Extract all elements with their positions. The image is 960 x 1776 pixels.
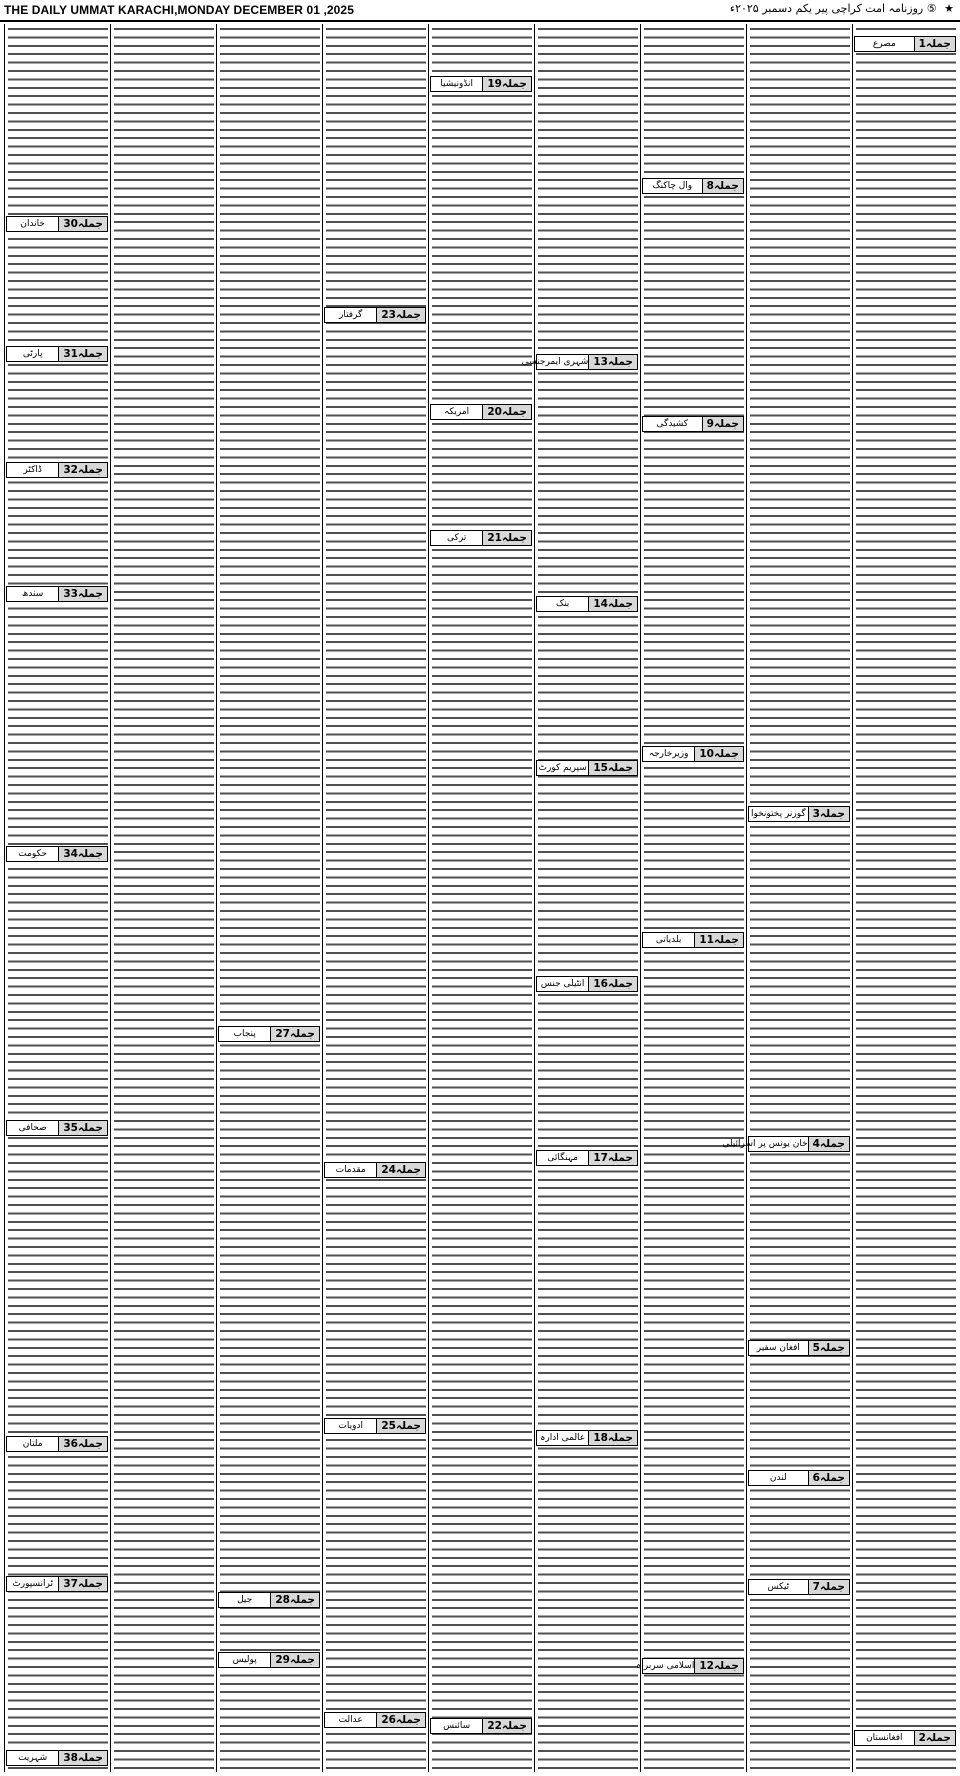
column-5 [428, 24, 535, 1772]
news-heading: جملہ 9 کشیدگی [642, 416, 744, 432]
news-heading: جملہ 30 خاندان [6, 216, 108, 232]
star-icon: ★ [944, 2, 954, 15]
news-heading: جملہ 34 حکومت [6, 846, 108, 862]
news-heading: جملہ 16 انٹیلی جنس [536, 976, 638, 992]
news-heading: جملہ 32 ڈاکٹر [6, 462, 108, 478]
urdu-date: روزنامہ امت کراچی پیر یکم دسمبر ۲۰۲۵ء [729, 2, 924, 15]
news-heading: جملہ 36 ملتان [6, 1436, 108, 1452]
news-heading: جملہ 14 بنک [536, 596, 638, 612]
news-heading: جملہ 25 ادویات [324, 1418, 426, 1434]
news-heading: جملہ 17 مہنگائی [536, 1150, 638, 1166]
column-4 [534, 24, 641, 1772]
news-heading: جملہ 29 پولیس [218, 1652, 320, 1668]
news-heading: جملہ 8 وال چاکنگ [642, 178, 744, 194]
column-2 [746, 24, 853, 1772]
news-heading: جملہ 19 انڈونیشیا [430, 76, 532, 92]
page-number: ⑤ [926, 2, 937, 15]
news-heading: جملہ 10 وزیرخارجہ [642, 746, 744, 762]
news-heading: جملہ 1 مصرع [854, 36, 956, 52]
column-8 [110, 24, 217, 1772]
news-heading: جملہ 26 عدالت [324, 1712, 426, 1728]
news-heading: جملہ 38 شہریت [6, 1750, 108, 1766]
news-heading: جملہ 28 جیل [218, 1592, 320, 1608]
column-3 [640, 24, 747, 1772]
news-heading: جملہ 15 سپریم کورٹ [536, 760, 638, 776]
news-heading: جملہ 31 پارٹی [6, 346, 108, 362]
urdu-masthead [730, 2, 954, 15]
news-heading: جملہ 13 شہری ایمرجنسی [536, 354, 638, 370]
news-heading: جملہ 37 ٹرانسپورٹ [6, 1576, 108, 1592]
masthead [0, 0, 960, 22]
english-title: THE DAILY UMMAT KARACHI,MONDAY DECEMBER 01 ,2025 [4, 3, 354, 17]
news-heading: جملہ 6 لندن [748, 1470, 850, 1486]
news-heading: جملہ 18 عالمی ادارہ [536, 1430, 638, 1446]
news-heading: جملہ 35 صحافی [6, 1120, 108, 1136]
news-heading: جملہ 20 امریکہ [430, 404, 532, 420]
news-heading: جملہ 33 سندھ [6, 586, 108, 602]
news-heading: جملہ 4 خان یونس پر اسرائیلی [748, 1136, 850, 1152]
news-heading: جملہ 21 ترکی [430, 530, 532, 546]
newspaper-page [2, 24, 958, 1772]
news-heading: جملہ 22 سائنس [430, 1718, 532, 1734]
news-heading: جملہ 12 اسلامی سربراہ [642, 1658, 744, 1674]
news-heading: جملہ 5 افغان سفیر [748, 1340, 850, 1356]
news-heading: جملہ 23 گرفتار [324, 307, 426, 323]
news-heading: جملہ 27 پنجاب [218, 1026, 320, 1042]
news-heading: جملہ 24 مقدمات [324, 1162, 426, 1178]
column-7 [216, 24, 323, 1772]
column-9 [4, 24, 111, 1772]
news-heading: جملہ 11 بلدیاتی [642, 932, 744, 948]
news-heading: جملہ 7 ٹیکس [748, 1579, 850, 1595]
column-6 [322, 24, 429, 1772]
news-heading: جملہ 2 افغانستان [854, 1730, 956, 1746]
news-heading: جملہ 3 گورنر پختونخوا [748, 806, 850, 822]
column-1 [852, 24, 959, 1772]
